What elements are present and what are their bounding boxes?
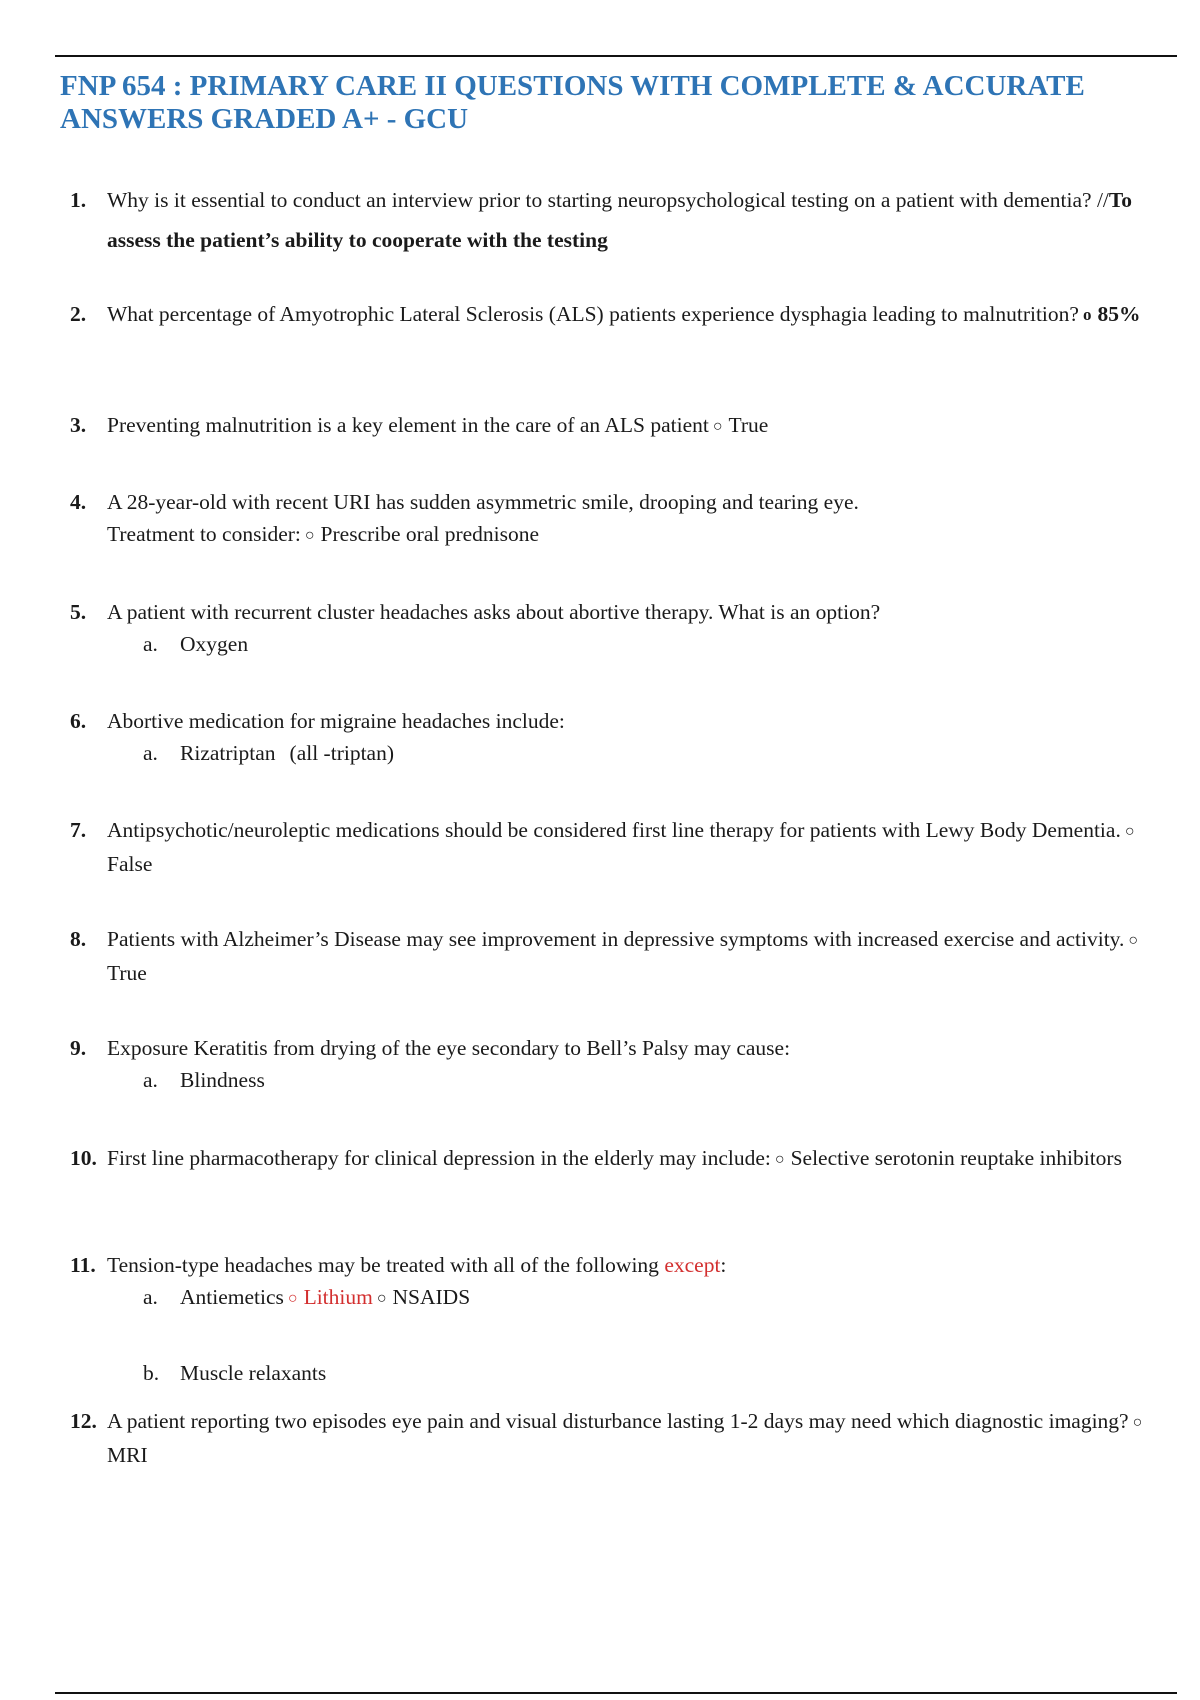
answer-text: NSAIDS bbox=[392, 1285, 471, 1309]
answer-text: Blindness bbox=[180, 1068, 265, 1092]
question-number: 12. bbox=[70, 1409, 97, 1433]
bottom-rule bbox=[55, 1692, 1177, 1694]
answer-text: False bbox=[107, 852, 153, 876]
question-number: 5. bbox=[70, 600, 87, 624]
answer-bullet-icon: ○ bbox=[774, 1151, 785, 1168]
answer-text: To assess the patient’s ability to cooperate with the testing bbox=[107, 188, 1133, 252]
option-letter: b. bbox=[143, 1361, 160, 1385]
question-number: 4. bbox=[70, 490, 87, 514]
question-item bbox=[70, 596, 1150, 660]
question-number: 7. bbox=[70, 818, 87, 842]
question-text: Abortive medication for migraine headaches include: bbox=[107, 709, 565, 733]
question-text: Why is it essential to conduct an interview prior to starting neuropsychological testing on a patient with dementia? // bbox=[107, 188, 1109, 212]
document-title: FNP 654 : PRIMARY CARE II QUESTIONS WITH COMPLETE & ACCURATE ANSWERS GRADED A+ - GCU bbox=[60, 70, 1085, 135]
question-text: Antipsychotic/neuroleptic medications should be considered first line therapy for patients with Lewy Body Dementia. bbox=[107, 818, 1121, 842]
answer-bullet-icon: ○ bbox=[304, 527, 315, 544]
question-item bbox=[70, 1032, 1150, 1096]
answer-option bbox=[143, 628, 1150, 660]
answer-text-red: Lithium bbox=[303, 1285, 373, 1309]
option-letter: a. bbox=[143, 1285, 158, 1309]
question-item bbox=[70, 184, 1150, 260]
question-item bbox=[70, 486, 1150, 552]
question-number: 1. bbox=[70, 188, 87, 212]
question-text: A patient with recurrent cluster headaches asks about abortive therapy. What is an option? bbox=[107, 600, 881, 624]
answer-bullet-icon: o bbox=[1082, 305, 1092, 324]
question-item bbox=[70, 814, 1150, 880]
question-text: What percentage of Amyotrophic Lateral Sclerosis (ALS) patients experience dysphagia leading to malnutrition? bbox=[107, 302, 1079, 326]
question-number: 10. bbox=[70, 1146, 97, 1170]
question-number: 3. bbox=[70, 413, 87, 437]
option-letter: a. bbox=[143, 1068, 158, 1092]
question-text: A 28-year-old with recent URI has sudden asymmetric smile, drooping and tearing eye. bbox=[107, 490, 859, 514]
emphasis-text: except bbox=[664, 1253, 721, 1277]
answer-text: Rizatriptan bbox=[180, 741, 276, 765]
question-number: 9. bbox=[70, 1036, 87, 1060]
top-rule bbox=[55, 55, 1177, 57]
answer-option bbox=[143, 1064, 1150, 1096]
answer-bullet-icon: ○ bbox=[712, 418, 723, 435]
question-text: A patient reporting two episodes eye pain and visual disturbance lasting 1-2 days may need which diagnostic imaging? bbox=[107, 1409, 1129, 1433]
question-item bbox=[70, 923, 1150, 989]
question-text: Patients with Alzheimer’s Disease may see improvement in depressive symptoms with increased exercise and activity. bbox=[107, 927, 1125, 951]
answer-text: Oxygen bbox=[180, 632, 249, 656]
answer-bullet-icon: ○ bbox=[1124, 823, 1135, 840]
question-text: Treatment to consider: bbox=[107, 522, 301, 546]
answer-text: Prescribe oral prednisone bbox=[320, 522, 540, 546]
question-item bbox=[70, 1405, 1150, 1471]
answer-note: (all -triptan) bbox=[289, 741, 394, 765]
question-colon: : bbox=[720, 1253, 727, 1277]
question-number: 2. bbox=[70, 302, 87, 326]
question-item bbox=[70, 409, 1150, 443]
question-text: Exposure Keratitis from drying of the eye secondary to Bell’s Palsy may cause: bbox=[107, 1036, 791, 1060]
answer-bullet-icon: ○ bbox=[287, 1290, 298, 1307]
question-number: 11. bbox=[70, 1253, 96, 1277]
answer-text: True bbox=[107, 961, 147, 985]
answer-option bbox=[143, 1357, 1150, 1389]
question-text: Preventing malnutrition is a key element in the care of an ALS patient bbox=[107, 413, 709, 437]
answer-text: 85% bbox=[1097, 302, 1141, 326]
question-text: First line pharmacotherapy for clinical depression in the elderly may include: bbox=[107, 1146, 771, 1170]
answer-bullet-icon: ○ bbox=[376, 1290, 387, 1307]
question-item bbox=[70, 298, 1150, 331]
answer-text: Selective serotonin reuptake inhibitors bbox=[790, 1146, 1122, 1170]
question-text: Tension-type headaches may be treated with all of the following bbox=[107, 1253, 659, 1277]
question-item bbox=[70, 1142, 1150, 1176]
question-number: 6. bbox=[70, 709, 87, 733]
answer-option bbox=[143, 1281, 1150, 1315]
answer-bullet-icon: ○ bbox=[1128, 932, 1139, 949]
answer-text: Antiemetics bbox=[180, 1285, 284, 1309]
answer-text: Muscle relaxants bbox=[180, 1361, 327, 1385]
question-item bbox=[70, 1249, 1150, 1389]
answer-option bbox=[143, 737, 1150, 769]
answer-text: True bbox=[728, 413, 769, 437]
option-letter: a. bbox=[143, 741, 158, 765]
question-item bbox=[70, 705, 1150, 769]
question-number: 8. bbox=[70, 927, 87, 951]
option-letter: a. bbox=[143, 632, 158, 656]
answer-text: MRI bbox=[107, 1443, 148, 1467]
answer-bullet-icon: ○ bbox=[1132, 1414, 1143, 1431]
